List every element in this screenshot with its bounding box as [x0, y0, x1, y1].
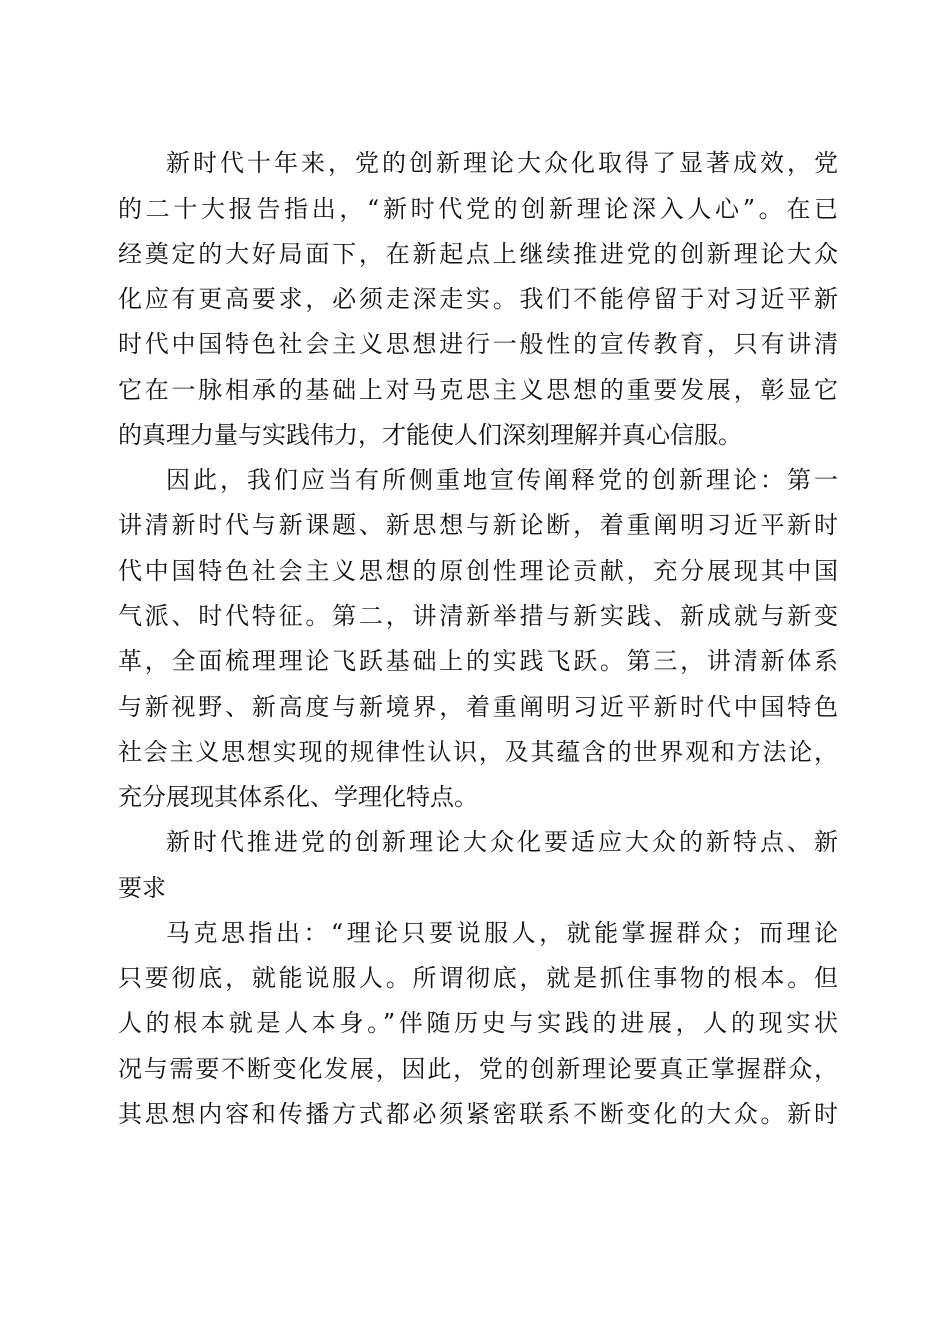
text-line: 马克思指出：“理论只要说服人，就能掌握群众；而理论 — [166, 919, 838, 947]
text-line: 与新视野、新高度与新境界，着重阐明习近平新时代中国特色 — [118, 693, 838, 721]
text-line: 新时代十年来，党的创新理论大众化取得了显著成效，党 — [166, 149, 838, 177]
text-line: 要求 — [118, 874, 166, 902]
text-line: 革，全面梳理理论飞跃基础上的实践飞跃。第三，讲清新体系 — [118, 647, 838, 675]
text-line: 充分展现其体系化、学理化特点。 — [118, 783, 478, 811]
text-line: 它在一脉相承的基础上对马克思主义思想的重要发展，彰显它 — [118, 376, 838, 404]
text-line: 其思想内容和传播方式都必须紧密联系不断变化的大众。新时 — [118, 1100, 838, 1128]
text-line: 时代中国特色社会主义思想进行一般性的宣传教育，只有讲清 — [118, 330, 838, 358]
text-line: 气派、时代特征。第二，讲清新举措与新实践、新成就与新变 — [118, 602, 838, 630]
text-line: 的二十大报告指出，“新时代党的创新理论深入人心”。在已 — [118, 195, 838, 223]
text-line: 况与需要不断变化发展，因此，党的创新理论要真正掌握群众， — [118, 1055, 838, 1083]
text-line: 经奠定的大好局面下，在新起点上继续推进党的创新理论大众 — [118, 240, 838, 268]
text-line: 新时代推进党的创新理论大众化要适应大众的新特点、新 — [166, 828, 838, 856]
text-line: 代中国特色社会主义思想的原创性理论贡献，充分展现其中国 — [118, 557, 838, 585]
text-line: 只要彻底，就能说服人。所谓彻底，就是抓住事物的根本。但 — [118, 964, 838, 992]
text-line: 人的根本就是人本身。”伴随历史与实践的进展，人的现实状 — [118, 1009, 838, 1037]
text-line: 化应有更高要求，必须走深走实。我们不能停留于对习近平新 — [118, 285, 838, 313]
text-line: 的真理力量与实践伟力，才能使人们深刻理解并真心信服。 — [118, 421, 742, 449]
text-line: 社会主义思想实现的规律性认识，及其蕴含的世界观和方法论， — [118, 738, 838, 766]
text-line: 讲清新时代与新课题、新思想与新论断，着重阐明习近平新时 — [118, 511, 838, 539]
text-line: 因此，我们应当有所侧重地宣传阐释党的创新理论：第一 — [166, 466, 838, 494]
